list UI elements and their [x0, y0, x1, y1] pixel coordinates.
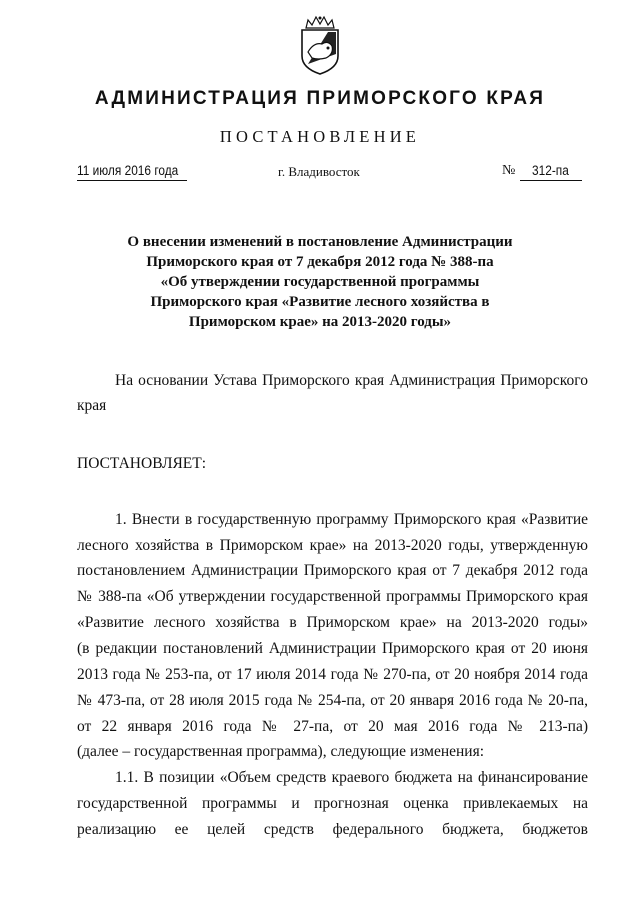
paragraph-line: «Развитие лесного хозяйства в Приморском крае» на 2013-2020 годы»	[77, 614, 588, 631]
paragraph-line: 1. Внести в государственную программу Приморского края «Развитие	[115, 511, 588, 528]
paragraph-line: 2013 года № 253-па, от 17 июля 2014 года № 270-па, от 20 ноября 2014 года	[77, 666, 588, 683]
document-date: 11 июля 2016 года	[77, 163, 179, 178]
resolves-heading: ПОСТАНОВЛЯЕТ:	[77, 455, 207, 472]
paragraph-line: государственной программы и прогнозная оценка привлекаемых на	[77, 795, 588, 812]
paragraph-line: (далее – государственная программа), следующие изменения:	[77, 743, 485, 760]
document-type: ПОСТАНОВЛЕНИЕ	[219, 127, 421, 146]
document-title	[100, 232, 540, 332]
paragraph-line: постановлением Администрации Приморского края от 7 декабря 2012 года	[77, 562, 588, 579]
coat-of-arms-icon	[298, 14, 342, 76]
title-line: Приморского края от 7 декабря 2012 года № 388-па	[146, 254, 494, 270]
date-underline	[77, 180, 187, 181]
basis-line: На основании Устава Приморского края Администрация Приморского	[115, 372, 588, 389]
document-number: 312-па	[532, 163, 569, 178]
paragraph-line: № 388-па «Об утверждении государственной программы Приморского края	[77, 588, 588, 605]
organization-name: АДМИНИСТРАЦИЯ ПРИМОРСКОГО КРАЯ	[94, 88, 546, 109]
title-line: Приморском крае» на 2013-2020 годы»	[188, 314, 452, 330]
title-line: О внесении изменений в постановление Администрации	[127, 234, 513, 250]
title-line: «Об утверждении государственной программы	[160, 274, 480, 290]
paragraph-line: № 473-па, от 28 июля 2015 года № 254-па, от 20 января 2016 года № 20-па,	[77, 692, 588, 709]
paragraph-line: (в редакции постановлений Администрации Приморского края от 20 июня	[77, 640, 588, 657]
paragraph-line: лесного хозяйства в Приморском крае» на 2013-2020 годы, утвержденную	[77, 537, 588, 554]
city: г. Владивосток	[278, 164, 360, 179]
basis-line: края	[77, 397, 107, 414]
number-underline	[520, 180, 582, 181]
paragraph-line: реализацию ее целей средств федерального бюджета, бюджетов	[77, 821, 588, 838]
paragraph-line: 1.1. В позиции «Объем средств краевого бюджета на финансирование	[115, 769, 588, 786]
paragraph-line: от 22 января 2016 года № 27-па, от 20 мая 2016 года № 213-па)	[77, 718, 588, 735]
title-line: Приморского края «Развитие лесного хозяйства в	[150, 294, 490, 310]
number-sign: №	[502, 163, 516, 178]
